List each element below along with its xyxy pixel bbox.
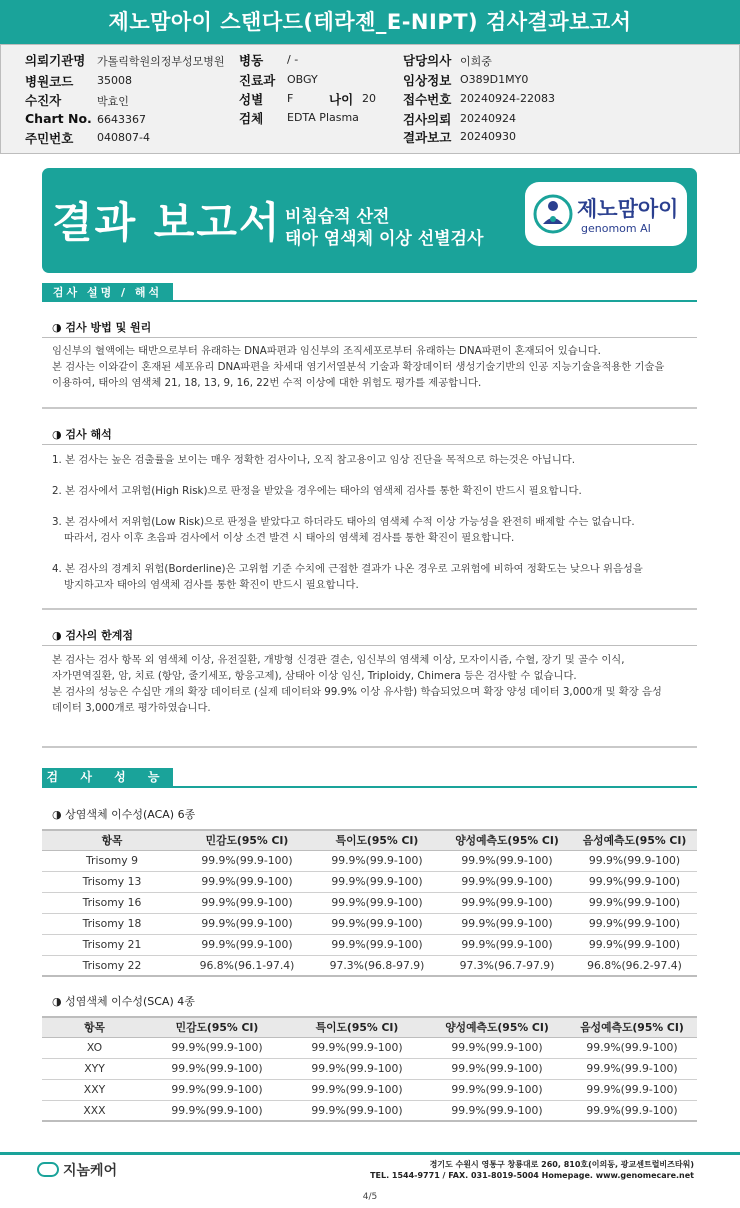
cell: 99.9%(99.9-100) [572,850,697,871]
genomom-logo [525,182,687,246]
interpretation-text-2: 2. 본 검사에서 고위험(High Risk)으로 판정을 받았을 경우에는 태아의 염색체 검사를 통한 확진이 반드시 필요합니다. [52,485,582,497]
cell: 96.8%(96.2-97.4) [572,955,697,976]
cell: 99.9%(99.9-100) [287,1037,427,1058]
cell: 99.9%(99.9-100) [182,934,312,955]
hospital-code-value: 35008 [97,74,132,87]
doctor-value: 이희중 [460,55,492,68]
patient-info [0,44,740,154]
cell: XXY [42,1079,147,1100]
cell: Trisomy 22 [42,955,182,976]
section-tab-description: 검사 설명 / 해석 [42,283,173,302]
cell: 99.9%(99.9-100) [147,1079,287,1100]
cell: 97.3%(96.7-97.9) [442,955,572,976]
dept-label: 진료과 [239,73,276,88]
limitations-text [52,652,697,716]
report-title: 제노맘아이 스탠다드(테라젠_E-NIPT) 검사결과보고서 [0,0,740,44]
aca-table-label: ◑ 상염색체 이수성(ACA) 6종 [52,808,196,821]
section-divider [42,300,697,302]
table-row [42,1100,697,1121]
company-logo-icon [37,1162,59,1177]
method-line-1: 임신부의 혈액에는 태반으로부터 유래하는 DNA파편과 임신부의 조직세포로부터 유래하는 DNA파편이 혼재되어 있습니다. [52,345,601,357]
cell: 99.9%(99.9-100) [442,850,572,871]
company-name: 지놈케어 [63,1163,118,1179]
sca-header-npv: 음성예측도(95% CI) [567,1017,697,1037]
cell: 99.9%(99.9-100) [427,1058,567,1079]
cell: Trisomy 18 [42,913,182,934]
cell: Trisomy 13 [42,871,182,892]
aca-header-ppv: 양성예측도(95% CI) [442,830,572,850]
table-row [42,934,697,955]
sca-header-row [42,1017,697,1037]
table-row [42,892,697,913]
interpretation-item-3 [52,514,697,546]
interpretation-text-4a: 4. 본 검사의 경계치 위험(Borderline)은 고위험 기준 수치에 근접한 결과가 나온 경우로 고위험에 비하여 정확도는 낮으나 위음성을 [52,563,643,575]
sca-header-sensitivity: 민감도(95% CI) [147,1017,287,1037]
cell: 99.9%(99.9-100) [287,1100,427,1121]
cell: 99.9%(99.9-100) [572,871,697,892]
cell: 99.9%(99.9-100) [567,1037,697,1058]
institution-label: 의뢰기관명 [25,53,86,68]
chart-label: Chart No. [25,111,92,126]
cell: 99.9%(99.9-100) [312,871,442,892]
interpretation-text-3a: 3. 본 검사에서 저위험(Low Risk)으로 판정을 받았다고 하더라도 태아의 염색체 수적 이상 가능성을 완전히 배제할 수는 없습니다. [52,516,635,528]
cell: 99.9%(99.9-100) [567,1079,697,1100]
cell: 99.9%(99.9-100) [442,934,572,955]
receipt-value: 20240924-22083 [460,92,555,105]
cell: 99.9%(99.9-100) [287,1079,427,1100]
section-divider [42,786,697,788]
interpretation-item-2 [52,483,697,499]
resident-value: 040807-4 [97,131,150,144]
page-number: 4/5 [362,1192,378,1202]
sex-value: F [287,92,294,105]
banner-title: 결과 보고서 [52,198,282,247]
cell: 99.9%(99.9-100) [442,913,572,934]
doctor-label: 담당의사 [403,53,452,68]
specimen-label: 검체 [239,111,264,126]
cell: XYY [42,1058,147,1079]
divider [42,407,697,409]
receipt-label: 접수번호 [403,92,452,107]
specimen-value: EDTA Plasma [287,111,359,124]
table-row [42,913,697,934]
table-row [42,850,697,871]
divider [42,746,697,748]
aca-header-sensitivity: 민감도(95% CI) [182,830,312,850]
cell: 99.9%(99.9-100) [182,892,312,913]
section-tab-performance: 검 사 성 능 [42,768,173,787]
footer-divider [0,1152,740,1155]
dept-value: OBGY [287,73,318,86]
cell: Trisomy 16 [42,892,182,913]
company-logo [37,1160,117,1180]
cell: 99.9%(99.9-100) [572,934,697,955]
cell: 99.9%(99.9-100) [572,913,697,934]
report-value: 20240930 [460,130,516,143]
request-label: 검사의뢰 [403,112,452,127]
cell: 99.9%(99.9-100) [182,913,312,934]
aca-table [42,829,697,977]
cell: 99.9%(99.9-100) [147,1058,287,1079]
collector-value: 박효인 [97,95,129,108]
sca-header-ppv: 양성예측도(95% CI) [427,1017,567,1037]
company-contact: TEL. 1544-9771 / FAX. 031-8019-5004 Homepage. www.genomecare.net [370,1171,694,1180]
cell: Trisomy 21 [42,934,182,955]
table-row [42,1079,697,1100]
banner-subtitle-1: 비침습적 산전 [285,207,390,227]
cell: 99.9%(99.9-100) [287,1058,427,1079]
aca-header-row [42,830,697,850]
limitations-line-2: 자가면역질환, 암, 치료 (항암, 줄기세포, 항응고제), 삼태아 이상 임신, Triploidy, Chimera 등은 검사할 수 없습니다. [52,670,577,682]
cell: 99.9%(99.9-100) [182,871,312,892]
cell: 99.9%(99.9-100) [312,892,442,913]
aca-header-npv: 음성예측도(95% CI) [572,830,697,850]
aca-header-item: 항목 [42,830,182,850]
cell: 99.9%(99.9-100) [147,1100,287,1121]
cell: 97.3%(96.8-97.9) [312,955,442,976]
cell: XXX [42,1100,147,1121]
table-row [42,871,697,892]
sca-table [42,1016,697,1122]
cell: 99.9%(99.9-100) [147,1037,287,1058]
method-heading: ◑ 검사 방법 및 원리 [52,321,152,334]
cell: 99.9%(99.9-100) [182,850,312,871]
report-label: 결과보고 [403,130,452,145]
limitations-line-3: 본 검사의 성능은 수십만 개의 확장 데이터로 (실제 데이터와 99.9% 이상 유사함) 학습되었으며 확장 양성 데이터 3,000개 및 확장 음성 [52,686,662,698]
ward-label: 병동 [239,53,264,68]
resident-label: 주민번호 [25,131,74,146]
cell: 99.9%(99.9-100) [567,1100,697,1121]
cell: 99.9%(99.9-100) [312,913,442,934]
banner-subtitle-2: 태아 염색체 이상 선별검사 [285,229,484,249]
limitations-heading: ◑ 검사의 한계점 [52,629,134,642]
institution-value: 가톨릭학원의정부성모병원 [97,55,225,68]
cell: 99.9%(99.9-100) [427,1100,567,1121]
clinical-value: O389D1MY0 [460,73,529,86]
cell: 99.9%(99.9-100) [312,850,442,871]
logo-subtext: genomom AI [581,222,651,235]
company-address: 경기도 수원시 영통구 창룡대로 260, 810호(이의동, 광교센트럴비즈타워) [429,1160,694,1169]
interpretation-text-4b: 방지하고자 태아의 염색체 검사를 통한 확진이 반드시 필요합니다. [64,579,359,591]
table-row [42,955,697,976]
interpretation-text-3b: 따라서, 검사 이후 초음파 검사에서 이상 소견 발견 시 태아의 염색체 검사를 통한 확진이 필요합니다. [64,532,515,544]
cell: XO [42,1037,147,1058]
cell: 99.9%(99.9-100) [442,871,572,892]
cell: Trisomy 9 [42,850,182,871]
table-row [42,1058,697,1079]
age-value: 20 [362,92,376,105]
table-row [42,1037,697,1058]
cell: 99.9%(99.9-100) [427,1079,567,1100]
cell: 99.9%(99.9-100) [312,934,442,955]
age-label: 나이 [329,92,354,107]
sca-header-specificity: 특이도(95% CI) [287,1017,427,1037]
logo-text: 제노맘아이 [577,197,679,221]
sca-table-label: ◑ 성염색체 이수성(SCA) 4종 [52,995,195,1008]
limitations-line-1: 본 검사는 검사 항목 외 염색체 이상, 유전질환, 개방형 신경관 결손, 임신부의 염색체 이상, 모자이시즘, 수혈, 장기 및 골수 이식, [52,654,625,666]
method-line-2: 본 검사는 이와같이 혼재된 세포유리 DNA파편을 차세대 염기서열분석 기술과 확장데이터 생성기술기반의 인공 지능기술을적용한 기술을 [52,361,665,373]
method-text [52,343,697,391]
divider [42,645,697,646]
request-value: 20240924 [460,112,516,125]
interpretation-text-1: 1. 본 검사는 높은 검출률을 보이는 매우 정확한 검사이나, 오직 참고용이고 임상 진단을 목적으로 하는것은 아닙니다. [52,454,576,466]
divider [42,337,697,338]
limitations-line-4: 데이터 3,000개로 평가하였습니다. [52,702,211,714]
chart-value: 6643367 [97,113,146,126]
hospital-code-label: 병원코드 [25,74,74,89]
cell: 99.9%(99.9-100) [567,1058,697,1079]
sca-header-item: 항목 [42,1017,147,1037]
aca-header-specificity: 특이도(95% CI) [312,830,442,850]
cell: 99.9%(99.9-100) [427,1037,567,1058]
divider [42,444,697,445]
cell: 96.8%(96.1-97.4) [182,955,312,976]
divider [42,608,697,610]
ward-value: / - [287,53,299,66]
clinical-label: 임상정보 [403,73,452,88]
collector-label: 수진자 [25,93,62,108]
method-line-3: 이용하여, 태아의 염색체 21, 18, 13, 9, 16, 22번 수적 이상에 대한 위험도 평가를 제공합니다. [52,377,482,389]
genomom-logo-icon [533,192,573,236]
cell: 99.9%(99.9-100) [442,892,572,913]
interpretation-item-4 [52,561,697,593]
interpretation-heading: ◑ 검사 해석 [52,428,112,441]
sex-label: 성별 [239,92,264,107]
result-banner [42,168,697,273]
interpretation-item-1 [52,452,697,468]
cell: 99.9%(99.9-100) [572,892,697,913]
